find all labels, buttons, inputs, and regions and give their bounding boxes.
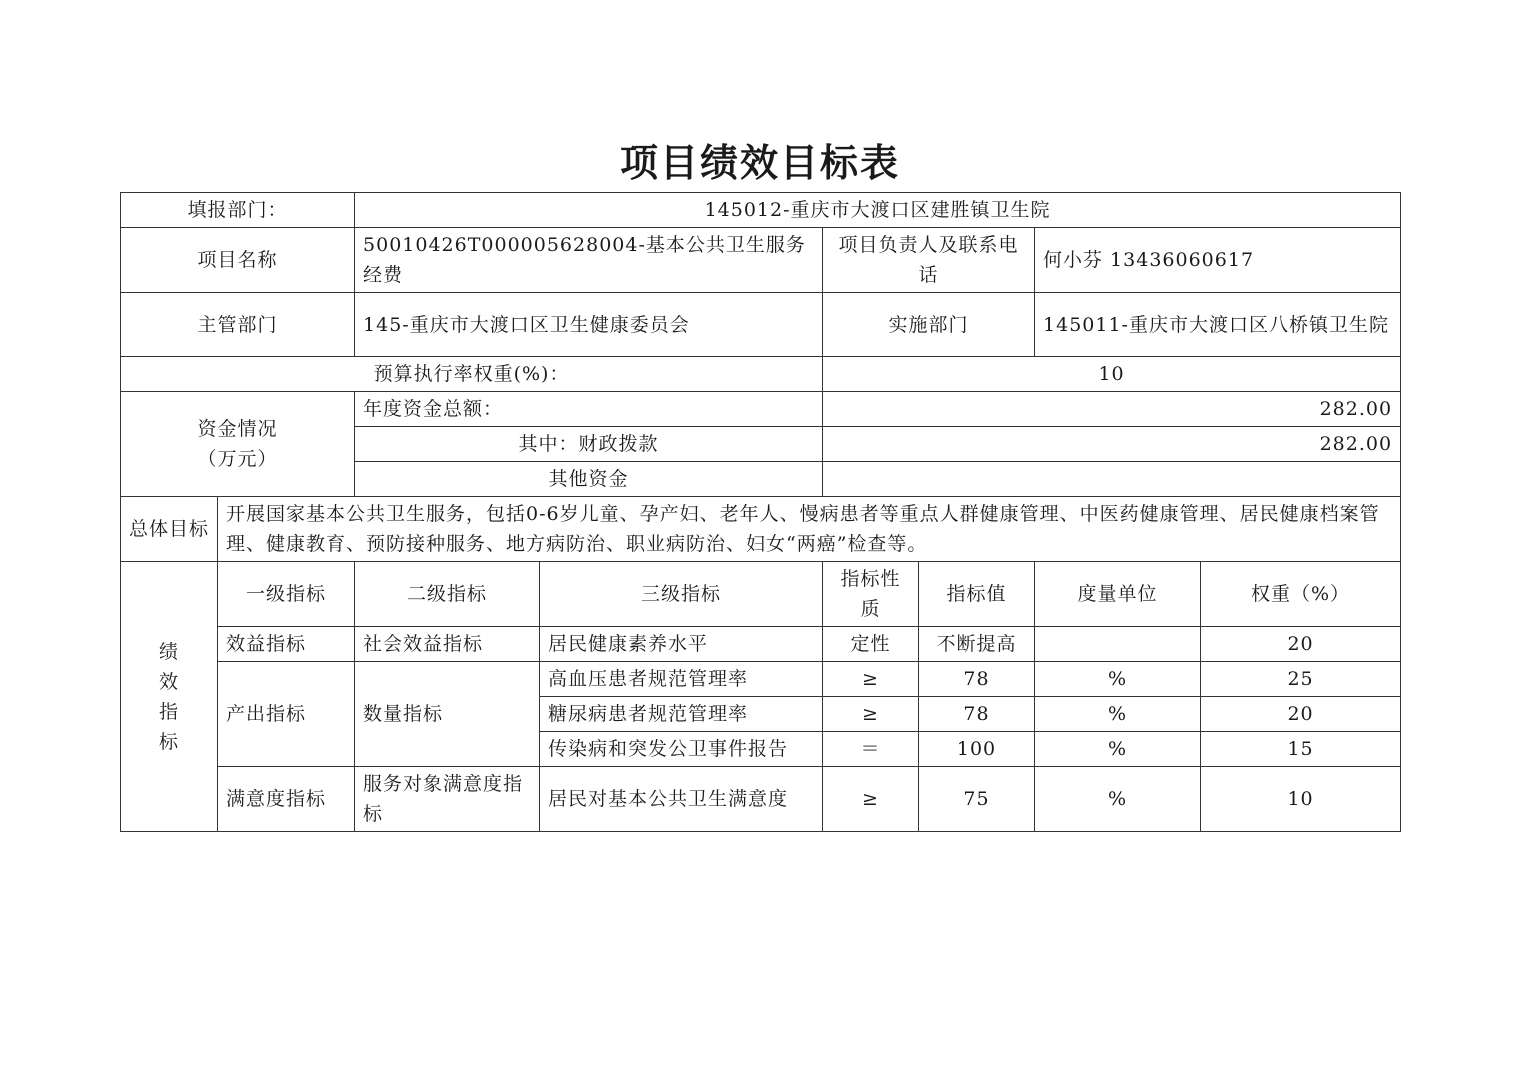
cell-value: 100 [919, 732, 1035, 767]
contact-value: 何小芬 13436060617 [1035, 228, 1401, 293]
project-name-row [121, 228, 1401, 293]
cell-unit [1035, 627, 1201, 662]
funds-label-line1: 资金情况 [197, 418, 278, 440]
cell-nature: ＝ [823, 732, 919, 767]
funds-label-line2: （万元） [197, 448, 278, 470]
cell-nature: ≥ [823, 767, 919, 832]
indicator-side-char: 指 [158, 700, 179, 723]
dept-label: 填报部门： [121, 193, 355, 228]
cell-level3: 居民对基本公共卫生满意度 [540, 767, 823, 832]
header-value: 指标值 [919, 562, 1035, 627]
cell-value: 75 [919, 767, 1035, 832]
indicator-side-char: 效 [158, 670, 179, 693]
header-level2: 二级指标 [355, 562, 540, 627]
cell-level3: 传染病和突发公卫事件报告 [540, 732, 823, 767]
cell-weight: 20 [1201, 627, 1401, 662]
cell-nature: ≥ [823, 697, 919, 732]
table-row [121, 767, 1401, 832]
funds-other-label: 其他资金 [355, 462, 823, 497]
supervisor-label: 主管部门 [121, 293, 355, 357]
project-name-label: 项目名称 [121, 228, 355, 293]
header-nature: 指标性质 [823, 562, 919, 627]
cell-unit: % [1035, 662, 1201, 697]
cell-weight: 25 [1201, 662, 1401, 697]
project-name-value: 50010426T000005628004-基本公共卫生服务经费 [355, 228, 823, 293]
supervisor-value: 145-重庆市大渡口区卫生健康委员会 [355, 293, 823, 357]
cell-nature: 定性 [823, 627, 919, 662]
cell-level2: 服务对象满意度指标 [355, 767, 540, 832]
table-row [121, 627, 1401, 662]
indicator-side-char: 标 [158, 730, 179, 753]
page-title: 项目绩效目标表 [619, 140, 900, 185]
funds-annual-label: 年度资金总额： [355, 392, 823, 427]
cell-level3: 高血压患者规范管理率 [540, 662, 823, 697]
funds-fiscal-label: 其中：财政拨款 [355, 427, 823, 462]
contact-label: 项目负责人及联系电话 [823, 228, 1035, 293]
cell-value: 78 [919, 662, 1035, 697]
cell-level2: 数量指标 [355, 662, 540, 767]
cell-unit: % [1035, 732, 1201, 767]
impl-value: 145011-重庆市大渡口区八桥镇卫生院 [1035, 293, 1401, 357]
header-weight: 权重（%） [1201, 562, 1401, 627]
budget-weight-label: 预算执行率权重(%)： [121, 357, 823, 392]
cell-nature: ≥ [823, 662, 919, 697]
cell-weight: 15 [1201, 732, 1401, 767]
budget-weight-row [121, 357, 1401, 392]
indicator-side-label [121, 562, 218, 832]
performance-table [120, 192, 1401, 832]
cell-level1: 效益指标 [218, 627, 355, 662]
cell-level1: 产出指标 [218, 662, 355, 767]
budget-weight-value: 10 [823, 357, 1401, 392]
funds-annual-value: 282.00 [823, 392, 1401, 427]
dept-value: 145012-重庆市大渡口区建胜镇卫生院 [355, 193, 1401, 228]
funds-other-value [823, 462, 1401, 497]
cell-weight: 20 [1201, 697, 1401, 732]
impl-label: 实施部门 [823, 293, 1035, 357]
dept-row [121, 193, 1401, 228]
cell-unit: % [1035, 697, 1201, 732]
cell-value: 不断提高 [919, 627, 1035, 662]
indicator-side-char: 绩 [158, 640, 179, 663]
cell-unit: % [1035, 767, 1201, 832]
cell-value: 78 [919, 697, 1035, 732]
cell-level3: 糖尿病患者规范管理率 [540, 697, 823, 732]
header-level3: 三级指标 [540, 562, 823, 627]
goal-label: 总体目标 [121, 497, 218, 562]
table-row [121, 662, 1401, 697]
funds-label [121, 392, 355, 497]
funds-annual-row [121, 392, 1401, 427]
funds-fiscal-value: 282.00 [823, 427, 1401, 462]
cell-level2: 社会效益指标 [355, 627, 540, 662]
goal-text: 开展国家基本公共卫生服务，包括0-6岁儿童、孕产妇、老年人、慢病患者等重点人群健康管理、中医药健康管理、居民健康档案管理、健康教育、预防接种服务、地方病防治、职业病防治、妇女“两癌”检查等。 [218, 497, 1401, 562]
header-level1: 一级指标 [218, 562, 355, 627]
indicator-header-row [121, 562, 1401, 627]
goal-row [121, 497, 1401, 562]
cell-weight: 10 [1201, 767, 1401, 832]
cell-level3: 居民健康素养水平 [540, 627, 823, 662]
cell-level1: 满意度指标 [218, 767, 355, 832]
supervisor-row [121, 293, 1401, 357]
header-unit: 度量单位 [1035, 562, 1201, 627]
